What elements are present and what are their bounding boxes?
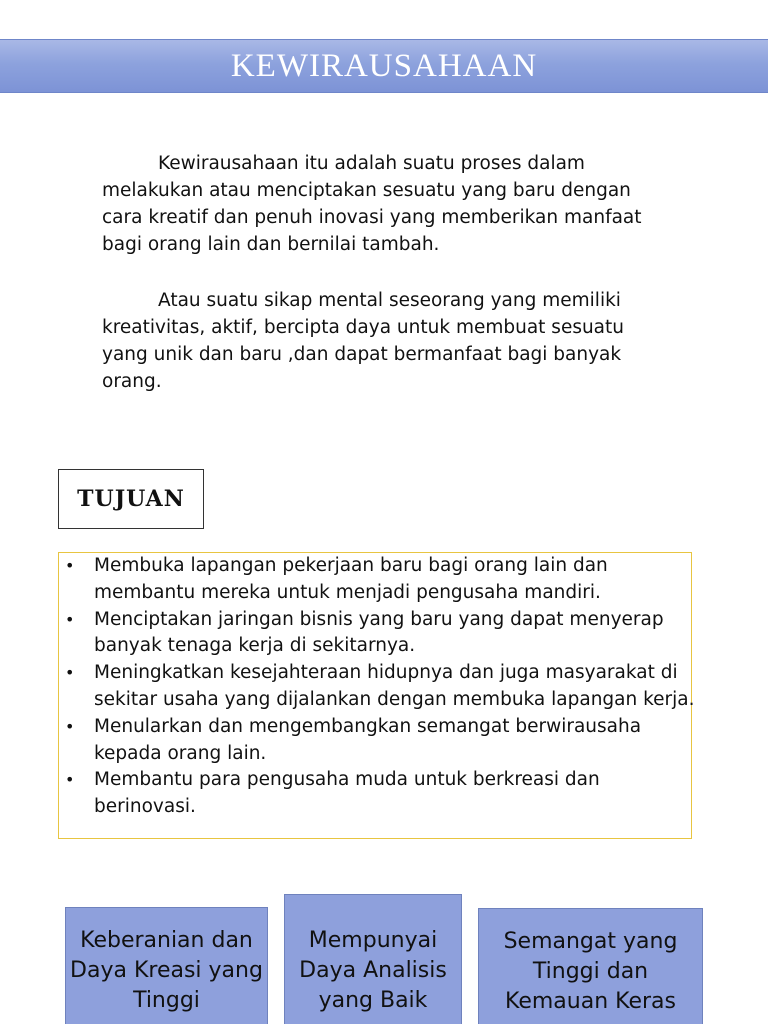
bullet-icon: • [65, 663, 75, 683]
goal-item [59, 714, 699, 768]
tujuan-heading-box [58, 469, 204, 529]
goal-item [59, 767, 699, 821]
title-bar [0, 39, 768, 93]
goal-text: Menularkan dan mengembangkan semangat berwirausaha kepada orang lain. [94, 715, 642, 764]
goals-box [58, 552, 695, 839]
goals-list [59, 553, 699, 821]
trait-box-spirit [478, 908, 703, 1024]
goal-text: Meningkatkan kesejahteraan hidupnya dan juga masyarakat di sekitar usaha yang dijalankan dengan membuka lapangan kerja. [94, 662, 695, 710]
bullet-icon: • [65, 609, 75, 629]
trait-box-analysis [284, 894, 462, 1024]
bullet-icon: • [65, 770, 75, 790]
trait-label: Semangat yang Tinggi dan Kemauan Keras [503, 929, 678, 1014]
trait-label: Mempunyai Daya Analisis yang Baik [299, 928, 447, 1013]
goal-item [59, 553, 699, 607]
definition-paragraph-1: Kewirausahaan itu adalah suatu proses dalam melakukan atau menciptakan sesuatu yang baru dengan cara kreatif dan penuh inovasi yang memberikan manfaat bagi orang lain dan bernilai tambah. [102, 153, 642, 255]
goal-item [59, 660, 699, 714]
goal-item [59, 607, 699, 661]
bullet-icon: • [65, 716, 75, 736]
goal-text: Menciptakan jaringan bisnis yang baru yang dapat menyerap banyak tenaga kerja di sekitarnya. [94, 608, 664, 657]
definition-paragraph-2: Atau suatu sikap mental seseorang yang memiliki kreativitas, aktif, bercipta daya untuk membuat sesuatu yang unik dan baru ,dan dapat bermanfaat bagi banyak orang. [102, 290, 625, 392]
goal-text: Membantu para pengusaha muda untuk berkreasi dan berinovasi. [94, 769, 600, 818]
trait-label: Keberanian dan Daya Kreasi yang Tinggi [70, 928, 263, 1013]
page-title: KEWIRAUSAHAAN [230, 47, 538, 84]
trait-box-courage [65, 907, 268, 1024]
goal-text: Membuka lapangan pekerjaan baru bagi orang lain dan membantu mereka untuk menjadi pengusaha mandiri. [94, 555, 608, 603]
bullet-icon: • [65, 556, 75, 575]
tujuan-heading: TUJUAN [77, 486, 185, 512]
